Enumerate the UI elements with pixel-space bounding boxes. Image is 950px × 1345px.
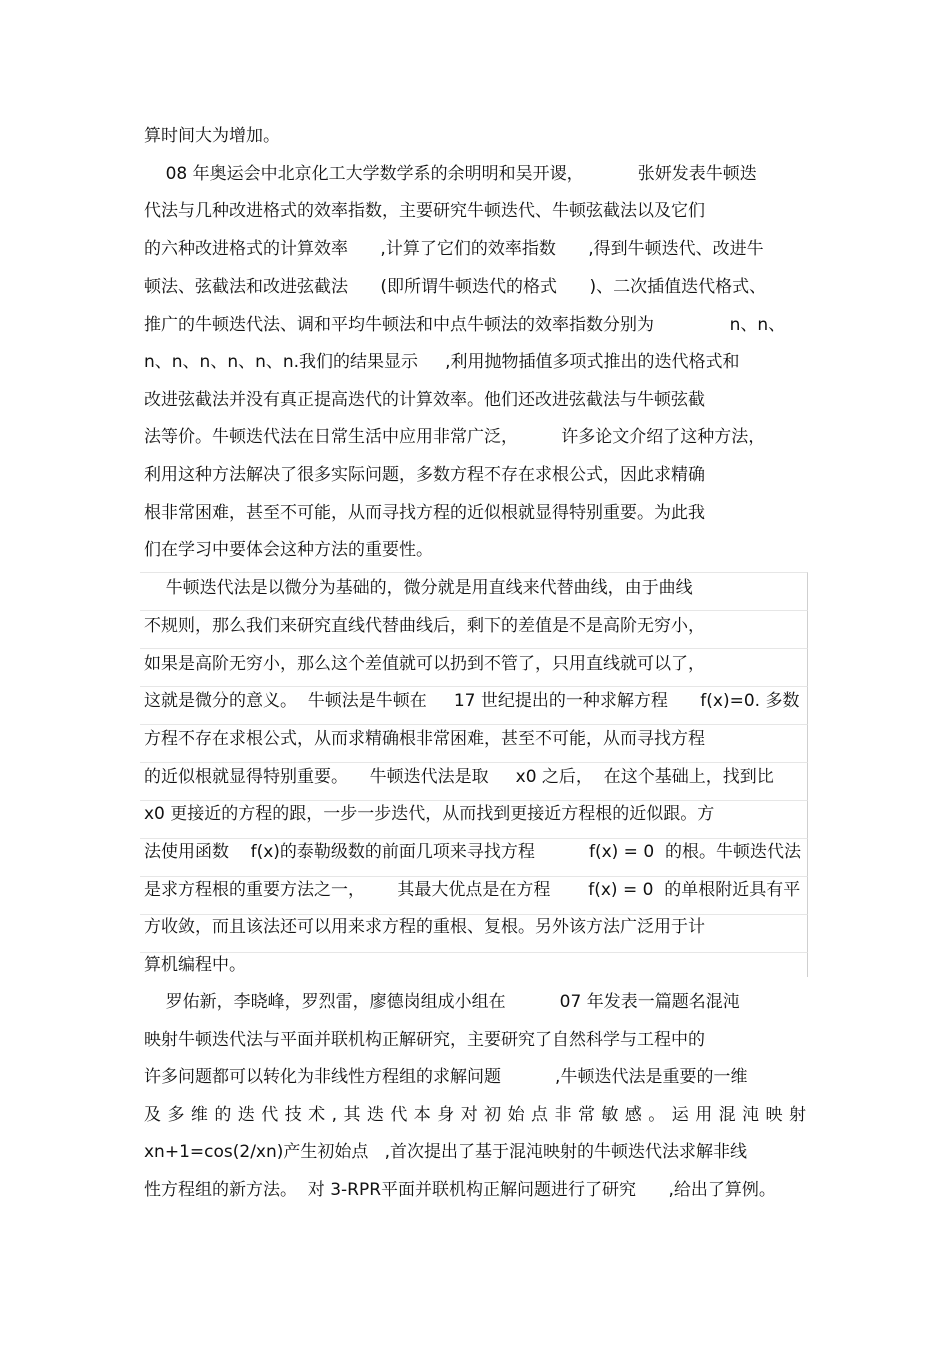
- text-line: 们在学习中要体会这种方法的重要性。: [144, 540, 433, 560]
- text-line: 的近似根就显得特别重要。 牛顿迭代法是取 x0 之后， 在这个基础上，找到比: [144, 767, 774, 787]
- text-line: x0 更接近的方程的跟，一步一步迭代，从而找到更接近方程根的近似跟。方: [144, 804, 715, 824]
- text-line: 不规则，那么我们来研究直线代替曲线后，剩下的差值是不是高阶无穷小，: [144, 616, 705, 636]
- text-line: 算时间大为增加。: [144, 126, 280, 146]
- text-line: 代法与几种改进格式的效率指数，主要研究牛顿迭代、牛顿弦截法以及它们: [144, 201, 705, 221]
- text-line: 法使用函数 f(x)的泰勒级数的前面几项来寻找方程 f(x) = 0 的根。牛顿迭代法: [144, 842, 801, 862]
- text-line: 这就是微分的意义。 牛顿法是牛顿在 17 世纪提出的一种求解方程 f(x)=0. 多数: [144, 691, 800, 711]
- text-line: xn+1=cos(2/xn)产生初始点 ,首次提出了基于混沌映射的牛顿迭代法求解非线: [144, 1142, 748, 1162]
- text-line: 方程不存在求根公式，从而求精确根非常困难，甚至不可能，从而寻找方程: [144, 729, 705, 749]
- text-line: 的六种改进格式的计算效率 ,计算了它们的效率指数 ,得到牛顿迭代、改进牛: [144, 239, 764, 259]
- text-line: 08 年奥运会中北京化工大学数学系的余明明和吴开谡， 张妍发表牛顿迭: [144, 164, 757, 184]
- text-line: 改进弦截法并没有真正提高迭代的计算效率。他们还改进弦截法与牛顿弦截: [144, 390, 705, 410]
- text-line: 映射牛顿迭代法与平面并联机构正解研究，主要研究了自然科学与工程中的: [144, 1030, 705, 1050]
- text-line: 顿法、弦截法和改进弦截法 (即所谓牛顿迭代的格式 )、二次插值迭代格式、: [144, 277, 767, 297]
- text-line: 算机编程中。: [144, 955, 246, 975]
- text-line: 如果是高阶无穷小，那么这个差值就可以扔到不管了，只用直线就可以了，: [144, 654, 705, 674]
- text-line: 及多维的迭代技术,其迭代本身对初始点非常敏感。运用混沌映射: [144, 1105, 806, 1125]
- text-line: 许多问题都可以转化为非线性方程组的求解问题 ,牛顿迭代法是重要的一维: [144, 1067, 748, 1087]
- text-line: 罗佑新，李晓峰，罗烈雷，廖德岗组成小组在 07 年发表一篇题名混沌: [144, 992, 740, 1012]
- text-line: 牛顿迭代法是以微分为基础的，微分就是用直线来代替曲线，由于曲线: [144, 578, 693, 598]
- text-line: n、n、n、n、n、n.我们的结果显示 ,利用抛物插值多项式推出的迭代格式和: [144, 352, 740, 372]
- text-line: 是求方程根的重要方法之一， 其最大优点是在方程 f(x) = 0 的单根附近具有平: [144, 880, 801, 900]
- text-line: 利用这种方法解决了很多实际问题，多数方程不存在求根公式，因此求精确: [144, 465, 705, 485]
- text-line: 根非常困难，甚至不可能，从而寻找方程的近似根就显得特别重要。为此我: [144, 503, 705, 523]
- text-line: 推广的牛顿迭代法、调和平均牛顿法和中点牛顿法的效率指数分别为 n、n、: [144, 315, 786, 335]
- text-line: 方收敛，而且该法还可以用来求方程的重根、复根。另外该方法广泛用于计: [144, 917, 705, 937]
- text-line: 性方程组的新方法。 对 3-RPR平面并联机构正解问题进行了研究 ,给出了算例。: [144, 1180, 776, 1200]
- text-line: 法等价。牛顿迭代法在日常生活中应用非常广泛， 许多论文介绍了这种方法，: [144, 427, 766, 447]
